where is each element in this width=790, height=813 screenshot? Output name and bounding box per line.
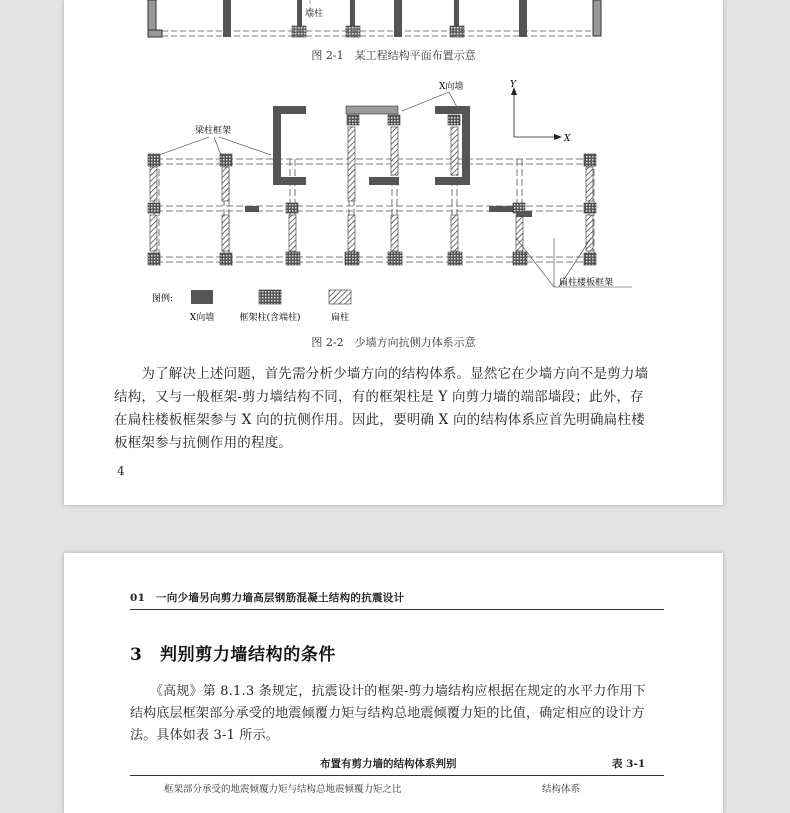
table-title: 布置有剪力墙的结构体系判别 [320, 758, 457, 770]
running-header: 01 一向少墙另向剪力墙高层钢筋混凝土结构的抗震设计 [130, 592, 405, 604]
body-paragraph-1 [114, 363, 684, 455]
paragraph-line: 为了解决上述问题，首先需分析少墙方向的结构体系。显然它在少墙方向不是剪力墙 [114, 366, 649, 382]
paragraph-line: 法。具体如表 3-1 所示。 [130, 728, 279, 743]
legend-item-flat-column: 扁柱 [330, 313, 350, 323]
page-2 [64, 553, 723, 813]
legend-item-frame-column: 框架柱(含端柱) [239, 313, 301, 323]
legend-item-x-wall: X向墙 [189, 313, 215, 323]
figure-2-2 [64, 75, 723, 330]
table-header-ratio: 框架部分承受的地震倾覆力矩与结构总地震倾覆力矩之比 [164, 784, 402, 795]
table-number: 表 3-1 [612, 758, 646, 770]
axis-y-label: Y [510, 80, 516, 90]
legend-swatch-frame-column [259, 290, 281, 304]
axis-x-label: X [564, 134, 571, 144]
beam-frame-label: 梁柱框架 [195, 126, 232, 136]
page-1 [64, 0, 723, 505]
body-paragraph-2 [130, 681, 675, 747]
x-wall-label: X向墙 [439, 82, 464, 92]
page-number: 4 [117, 464, 125, 478]
figure-2-1-caption: 图 2-1 某工程结构平面布置示意 [311, 49, 476, 62]
table-top-rule [130, 775, 664, 776]
figure-2-1 [64, 0, 723, 45]
paragraph-line: 《高规》第 8.1.3 条规定，抗震设计的框架-剪力墙结构应根据在规定的水平力作用下 [130, 684, 647, 699]
header-rule [130, 609, 664, 610]
section-title: 3 判别剪力墙结构的条件 [130, 645, 337, 665]
legend-title: 图例: [152, 294, 174, 304]
paragraph-line: 结构，又与一般框架-剪力墙结构不同，有的框架柱是 Y 向剪力墙的端部墙段；此外，存 [114, 389, 644, 405]
paragraph-line: 结构底层框架部分承受的地震倾覆力矩与结构总地震倾覆力矩的比值，确定相应的设计方 [130, 706, 645, 721]
flat-frame-label: 扁柱楼板框架 [559, 278, 614, 288]
paragraph-line: 板框架参与抗侧作用的程度。 [114, 435, 293, 451]
legend-swatch-x-wall [191, 290, 213, 304]
label-duanzhu: 端柱 [305, 9, 324, 19]
figure-2-2-caption: 图 2-2 少墙方向抗侧力体系示意 [311, 336, 476, 349]
table-header-system: 结构体系 [542, 784, 581, 795]
paragraph-line: 在扁柱楼板框架参与 X 向的抗侧作用。因此，要明确 X 向的结构体系应首先明确扁柱楼 [114, 412, 645, 428]
legend-swatch-flat-column [329, 290, 351, 304]
